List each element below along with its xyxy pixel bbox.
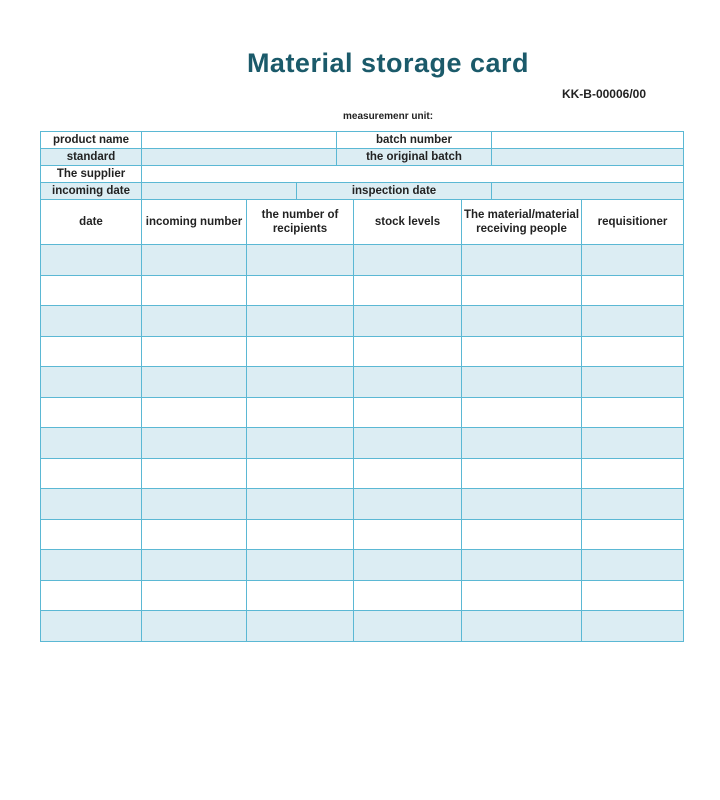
header-row [41, 200, 684, 245]
table-cell[interactable] [41, 428, 142, 459]
table-row [41, 519, 684, 550]
table-cell[interactable] [582, 245, 684, 276]
table-cell[interactable] [142, 336, 247, 367]
column-header: stock levels [354, 200, 462, 245]
table-cell[interactable] [247, 519, 354, 550]
table-cell[interactable] [247, 428, 354, 459]
table-cell[interactable] [354, 458, 462, 489]
table-cell[interactable] [354, 245, 462, 276]
page-title: Material storage card [246, 48, 530, 78]
table-cell[interactable] [582, 367, 684, 398]
table-cell[interactable] [354, 489, 462, 520]
column-header: incoming number [142, 200, 247, 245]
table-row [41, 580, 684, 611]
table-cell[interactable] [41, 336, 142, 367]
table-cell[interactable] [354, 428, 462, 459]
table-cell[interactable] [142, 306, 247, 337]
table-cell[interactable] [247, 489, 354, 520]
table-cell[interactable] [41, 397, 142, 428]
table-cell[interactable] [582, 489, 684, 520]
table-cell[interactable] [41, 611, 142, 642]
table-cell[interactable] [582, 275, 684, 306]
info-row [41, 183, 684, 200]
table-cell[interactable] [247, 580, 354, 611]
records-table [40, 199, 684, 642]
batch-number-label: batch number [337, 132, 492, 149]
table-cell[interactable] [41, 519, 142, 550]
table-cell[interactable] [582, 336, 684, 367]
supplier-field[interactable] [142, 166, 684, 183]
table-cell[interactable] [247, 611, 354, 642]
table-cell[interactable] [462, 397, 582, 428]
table-cell[interactable] [354, 336, 462, 367]
table-cell[interactable] [142, 397, 247, 428]
table-cell[interactable] [462, 550, 582, 581]
table-cell[interactable] [462, 489, 582, 520]
table-cell[interactable] [354, 306, 462, 337]
info-row [41, 166, 684, 183]
table-cell[interactable] [462, 336, 582, 367]
table-row [41, 367, 684, 398]
table-cell[interactable] [247, 245, 354, 276]
table-cell[interactable] [582, 550, 684, 581]
table-cell[interactable] [247, 397, 354, 428]
table-cell[interactable] [41, 245, 142, 276]
column-header: requisitioner [582, 200, 684, 245]
column-header: The material/material receiving people [462, 200, 582, 245]
table-row [41, 611, 684, 642]
info-table [40, 131, 684, 200]
table-cell[interactable] [354, 519, 462, 550]
table-cell[interactable] [354, 397, 462, 428]
inspection-date-field[interactable] [492, 183, 684, 200]
table-cell[interactable] [354, 550, 462, 581]
incoming-date-label: incoming date [41, 183, 142, 200]
table-row [41, 550, 684, 581]
table-cell[interactable] [247, 550, 354, 581]
table-cell[interactable] [41, 489, 142, 520]
incoming-date-field[interactable] [142, 183, 297, 200]
measurement-unit-label: measuremenr unit: [343, 111, 434, 122]
table-cell[interactable] [462, 519, 582, 550]
table-cell[interactable] [41, 275, 142, 306]
table-cell[interactable] [41, 550, 142, 581]
table-cell[interactable] [142, 458, 247, 489]
table-cell[interactable] [462, 275, 582, 306]
info-row [41, 132, 684, 149]
table-row [41, 458, 684, 489]
table-cell[interactable] [142, 428, 247, 459]
table-cell[interactable] [354, 611, 462, 642]
table-cell[interactable] [142, 519, 247, 550]
table-cell[interactable] [142, 580, 247, 611]
table-cell[interactable] [247, 367, 354, 398]
table-cell[interactable] [582, 428, 684, 459]
batch-number-field[interactable] [492, 132, 684, 149]
table-cell[interactable] [462, 306, 582, 337]
table-cell[interactable] [354, 275, 462, 306]
table-cell[interactable] [247, 458, 354, 489]
original-batch-label: the original batch [337, 149, 492, 166]
table-row [41, 397, 684, 428]
table-cell[interactable] [142, 611, 247, 642]
column-header: date [41, 200, 142, 245]
table-cell[interactable] [462, 458, 582, 489]
column-header: the number of recipients [247, 200, 354, 245]
table-cell[interactable] [582, 397, 684, 428]
table-row [41, 428, 684, 459]
product-name-label: product name [41, 132, 142, 149]
standard-field[interactable] [142, 149, 337, 166]
table-cell[interactable] [41, 580, 142, 611]
table-cell[interactable] [41, 306, 142, 337]
table-cell[interactable] [462, 611, 582, 642]
table-cell[interactable] [462, 245, 582, 276]
document-code: KK-B-00006/00 [561, 87, 646, 101]
table-cell[interactable] [462, 428, 582, 459]
original-batch-field[interactable] [492, 149, 684, 166]
table-row [41, 336, 684, 367]
table-cell[interactable] [582, 458, 684, 489]
table-cell[interactable] [142, 275, 247, 306]
product-name-field[interactable] [142, 132, 337, 149]
table-cell[interactable] [582, 580, 684, 611]
supplier-label: The supplier [41, 166, 142, 183]
table-cell[interactable] [582, 519, 684, 550]
table-row [41, 306, 684, 337]
inspection-date-label: inspection date [297, 183, 492, 200]
table-cell[interactable] [41, 458, 142, 489]
table-cell[interactable] [247, 336, 354, 367]
table-cell[interactable] [462, 367, 582, 398]
table-cell[interactable] [354, 367, 462, 398]
table-cell[interactable] [582, 306, 684, 337]
standard-label: standard [41, 149, 142, 166]
table-cell[interactable] [582, 611, 684, 642]
table-cell[interactable] [142, 550, 247, 581]
table-row [41, 489, 684, 520]
table-cell[interactable] [142, 489, 247, 520]
table-cell[interactable] [41, 367, 142, 398]
info-row [41, 149, 684, 166]
table-cell[interactable] [462, 580, 582, 611]
table-row [41, 245, 684, 276]
table-row [41, 275, 684, 306]
table-cell[interactable] [354, 580, 462, 611]
table-cell[interactable] [247, 275, 354, 306]
table-cell[interactable] [247, 306, 354, 337]
table-cell[interactable] [142, 245, 247, 276]
table-cell[interactable] [142, 367, 247, 398]
